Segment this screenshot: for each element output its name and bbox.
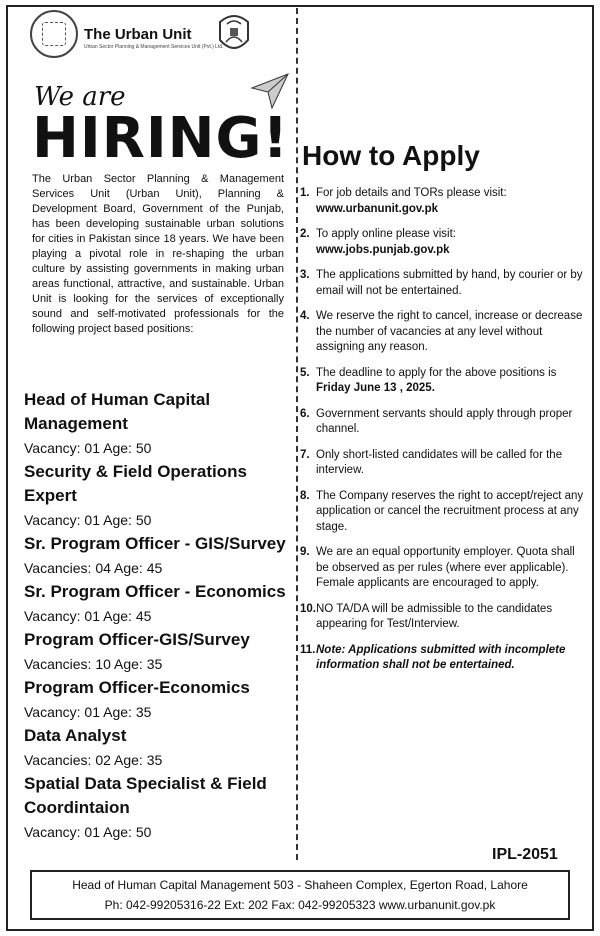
step-text: The deadline to apply for the above positions is — [316, 366, 557, 379]
position-detail: Vacancy: 01 Age: 50 — [24, 824, 152, 840]
paper-plane-icon — [250, 70, 290, 110]
how-to-apply-heading: How to Apply — [302, 140, 480, 171]
step-text: To apply online please visit: — [316, 228, 456, 240]
position-detail: Vacancies: 02 Age: 35 — [24, 752, 163, 768]
positions-list — [24, 388, 292, 844]
government-crest-icon — [212, 12, 256, 58]
position-item — [24, 388, 292, 460]
position-title: Sr. Program Officer - GIS/Survey — [24, 534, 286, 553]
position-detail: Vacancy: 01 Age: 50 — [24, 512, 152, 528]
position-item — [24, 532, 292, 580]
position-detail: Vacancy: 01 Age: 45 — [24, 608, 152, 624]
brand-name: The Urban Unit — [84, 26, 192, 43]
position-item — [24, 772, 292, 844]
position-title: Sr. Program Officer - Economics — [24, 582, 286, 601]
step-text: We reserve the right to cancel, increase or decrease the number of vacancies at any level without assigning any reason. — [316, 310, 583, 353]
step-note: Note: Applications submitted with incomplete information shall not be entertained. — [316, 643, 566, 671]
step-text: The Company reserves the right to accept/reject any application or cancel the recruitment process at any stage. — [316, 489, 584, 533]
step-text: NO TA/DA will be admissible to the candidates appearing for Test/Interview. — [316, 602, 553, 630]
apply-step: 6. Government servants should apply through proper channel. — [300, 407, 586, 438]
urbanunit-link[interactable]: www.urbanunit.gov.pk — [316, 202, 439, 215]
we-are-text: We are — [34, 82, 126, 112]
apply-step: 1. For job details and TORs please visit: www.urbanunit.gov.pk — [300, 186, 586, 217]
step-text: The applications submitted by hand, by courier or by email will not be entertained. — [316, 269, 583, 297]
position-item — [24, 628, 292, 676]
position-item — [24, 580, 292, 628]
step-text: Government servants should apply through proper channel. — [316, 407, 573, 435]
urban-unit-logo-icon — [30, 10, 78, 58]
apply-step: 8. The Company reserves the right to accept/reject any application or cancel the recruitment process at any stage. — [300, 489, 586, 536]
hiring-headline: HIRING! — [32, 106, 290, 171]
apply-step: 7. Only short-listed candidates will be called for the interview. — [300, 448, 586, 479]
ipl-code: IPL-2051 — [492, 846, 558, 863]
apply-step: 10. NO TA/DA will be admissible to the candidates appearing for Test/Interview. — [300, 602, 586, 633]
apply-steps-list — [300, 186, 586, 684]
apply-step: 2. To apply online please visit: www.jobs.punjab.gov.pk — [300, 227, 586, 258]
position-detail: Vacancy: 01 Age: 35 — [24, 704, 152, 720]
brand-subtitle: Urban Sector Planning & Management Services Unit (Pvt.) Ltd. — [84, 44, 224, 50]
apply-step: 3. The applications submitted by hand, by courier or by email will not be entertained. — [300, 268, 586, 299]
footer-address: Head of Human Capital Management 503 - Shaheen Complex, Egerton Road, Lahore — [72, 878, 528, 892]
apply-step: 9. We are an equal opportunity employer. Quota shall be observed as per rules (where ever applicable). Female applicants are encouraged to apply. — [300, 545, 586, 592]
apply-step: 11. Note: Applications submitted with incomplete information shall not be entertained. — [300, 643, 586, 674]
position-title: Head of Human Capital Management — [24, 390, 211, 433]
position-detail: Vacancies: 04 Age: 45 — [24, 560, 163, 576]
position-title: Program Officer-GIS/Survey — [24, 630, 250, 649]
position-item — [24, 676, 292, 724]
step-text: Only short-listed candidates will be called for the interview. — [316, 448, 563, 476]
position-title: Spatial Data Specialist & Field Coordintaion — [24, 774, 267, 817]
deadline-date: Friday June 13 , 2025. — [316, 382, 435, 394]
position-title: Security & Field Operations Expert — [24, 462, 247, 505]
position-detail: Vacancies: 10 Age: 35 — [24, 656, 163, 672]
position-item — [24, 460, 292, 532]
apply-step: 4. We reserve the right to cancel, increase or decrease the number of vacancies at any level without assigning any reason. — [300, 309, 586, 356]
position-detail: Vacancy: 01 Age: 50 — [24, 440, 152, 456]
position-title: Data Analyst — [24, 726, 127, 745]
jobs-punjab-link[interactable]: www.jobs.punjab.gov.pk — [316, 243, 450, 256]
contact-footer — [30, 870, 570, 920]
position-title: Program Officer-Economics — [24, 678, 250, 697]
apply-step: 5. The deadline to apply for the above positions is Friday June 13 , 2025. — [300, 366, 557, 394]
intro-paragraph: The Urban Sector Planning & Management Services Unit (Urban Unit), Planning & Development Board, Government of the Punjab, has been developing sustainable urban solutions for cities in Pakistan since 18 years. We have been playing a pivotal role in re-shaping the urban culture by assisting governments in making urban areas functional, attractive, and sustainable. Urban Unit is looking for the services of exceptionally sound and self-motivated professionals for the following project based positions: — [32, 173, 284, 335]
footer-contact: Ph: 042-99205316-22 Ext: 202 Fax: 042-99205323 www.urbanunit.gov.pk — [104, 898, 496, 912]
step-text: For job details and TORs please visit: — [316, 187, 507, 199]
column-divider — [296, 8, 298, 860]
step-text: We are an equal opportunity employer. Quota shall be observed as per rules (where ever applicable). Female applicants are encouraged to apply. — [316, 546, 575, 589]
position-item — [24, 724, 292, 772]
